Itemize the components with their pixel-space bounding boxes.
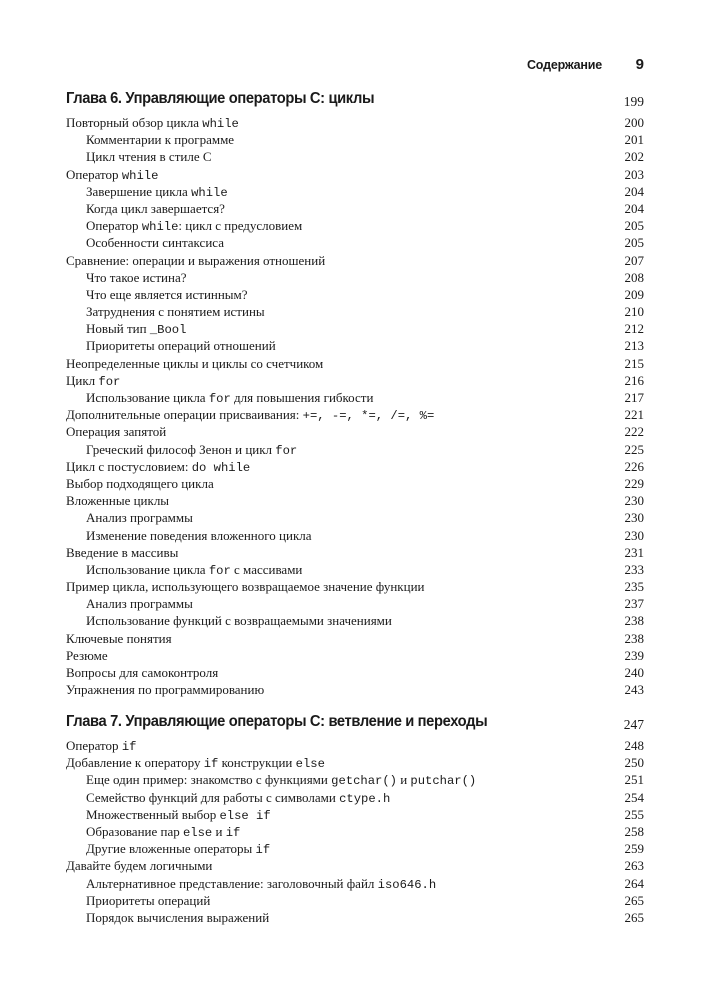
entry-label	[66, 841, 270, 856]
entry-label	[66, 545, 178, 560]
entry-text: Дополнительные операции присваивания:	[66, 407, 303, 423]
toc-entry	[66, 252, 644, 269]
toc-entry-list	[66, 114, 644, 698]
code-term: if	[203, 757, 219, 772]
entry-text: конструкции	[218, 755, 296, 771]
entry-label	[66, 772, 476, 787]
entry-text: Неопределенные циклы и циклы со счетчиком	[66, 355, 324, 371]
entry-label	[66, 459, 250, 474]
entry-page-number: 251	[624, 772, 644, 788]
entry-text: и	[212, 823, 226, 839]
entry-page-number: 264	[624, 875, 644, 891]
entry-page-number: 229	[624, 475, 644, 491]
toc-subentry	[66, 148, 644, 165]
toc-subentry	[66, 183, 644, 200]
code-term: ctype.h	[339, 791, 391, 806]
entry-page-number: 205	[624, 218, 644, 234]
toc-entry	[66, 406, 644, 423]
entry-text: Пример цикла, использующего возвращаемое значение функции	[66, 579, 425, 595]
entry-page-number: 248	[624, 738, 644, 753]
entry-label	[66, 682, 264, 697]
toc-subentry	[66, 771, 644, 788]
entry-text: Выбор подходящего цикла	[66, 475, 214, 491]
code-term: for	[208, 392, 231, 406]
entry-page-number: 201	[624, 132, 644, 148]
entry-text: Приоритеты операций	[86, 892, 211, 908]
entry-page-number: 239	[624, 647, 644, 663]
entry-page-number: 204	[624, 200, 644, 216]
chapter-heading	[66, 713, 644, 734]
entry-text: Резюме	[66, 647, 108, 663]
toc-entry	[66, 475, 644, 492]
toc-entry	[66, 664, 644, 681]
chapter-section	[66, 90, 644, 698]
entry-label	[66, 321, 186, 336]
code-term: getchar()	[331, 774, 397, 789]
code-term: if	[225, 825, 241, 840]
code-term: putchar()	[410, 774, 477, 789]
code-term: while	[202, 117, 239, 131]
toc-subentry	[66, 234, 644, 251]
toc-entry	[66, 166, 644, 183]
toc-subentry	[66, 286, 644, 303]
entry-label	[66, 253, 325, 268]
entry-text: Цикл с постусловием:	[66, 458, 192, 474]
code-term: iso646.h	[377, 877, 437, 892]
code-term: +=, -=, *=, /=, %=	[302, 409, 435, 424]
toc-entry	[66, 754, 644, 771]
entry-page-number: 213	[624, 338, 644, 354]
toc-subentry	[66, 875, 644, 892]
entry-label	[66, 201, 225, 216]
entry-text: Семейство функций для работы с символами	[86, 789, 340, 805]
toc-subentry	[66, 389, 644, 406]
toc-entry	[66, 647, 644, 664]
toc-subentry	[66, 823, 644, 840]
entry-label	[66, 528, 312, 543]
entry-text: Завершение цикла	[86, 183, 192, 199]
entry-page-number: 240	[624, 665, 644, 680]
entry-page-number: 238	[624, 630, 644, 646]
toc-entry	[66, 544, 644, 561]
code-term: for	[98, 374, 121, 389]
entry-label	[66, 876, 436, 891]
code-term: else	[182, 825, 213, 840]
entry-text: Вложенные циклы	[66, 493, 170, 509]
entry-page-number: 205	[624, 235, 644, 251]
entry-page-number: 216	[624, 372, 644, 388]
entry-page-number: 210	[624, 304, 644, 320]
toc-subentry	[66, 612, 644, 629]
toc-entry	[66, 492, 644, 509]
code-term: for	[275, 443, 298, 458]
toc-entry	[66, 737, 644, 754]
toc-entry	[66, 458, 644, 475]
entry-text: Комментарии к программе	[86, 132, 235, 148]
entry-page-number: 237	[624, 596, 644, 612]
toc-subentry	[66, 595, 644, 612]
entry-page-number: 230	[624, 493, 644, 509]
entry-page-number: 238	[624, 613, 644, 629]
entry-label	[66, 493, 169, 508]
code-term: else	[295, 757, 325, 772]
entry-page-number: 226	[624, 458, 644, 474]
entry-label	[66, 579, 425, 594]
code-term: else if	[219, 808, 271, 823]
entry-page-number: 208	[624, 269, 644, 285]
entry-page-number: 254	[624, 789, 644, 805]
toc-subentry	[66, 441, 644, 458]
toc-subentry	[66, 909, 644, 926]
entry-text: Оператор	[86, 218, 142, 234]
entry-label	[66, 790, 390, 805]
entry-text: Операция запятой	[66, 424, 167, 440]
entry-page-number: 221	[624, 407, 644, 423]
entry-text: с массивами	[230, 561, 303, 577]
code-term: if	[255, 843, 271, 858]
entry-label	[66, 184, 228, 199]
entry-label	[66, 442, 297, 457]
entry-page-number: 230	[624, 510, 644, 526]
chapter-heading	[66, 90, 644, 111]
toc-subentry	[66, 320, 644, 337]
entry-text: Цикл чтения в стиле C	[86, 149, 212, 165]
toc-subentry	[66, 892, 644, 909]
entry-text: Множественный выбор	[86, 806, 220, 822]
entry-page-number: 243	[624, 682, 644, 698]
entry-label	[66, 910, 269, 925]
entry-text: Новый тип	[86, 321, 150, 337]
toc-subentry	[66, 806, 644, 823]
entry-page-number: 231	[624, 544, 644, 560]
entry-label	[66, 755, 325, 770]
code-term: do while	[191, 460, 251, 475]
toc-subentry	[66, 527, 644, 544]
toc-entry	[66, 372, 644, 389]
entry-text: Когда цикл завершается?	[86, 200, 225, 216]
entry-label	[66, 476, 214, 491]
toc-subentry	[66, 269, 644, 286]
entry-text: Другие вложенные операторы	[86, 841, 256, 857]
toc-entry	[66, 114, 644, 131]
entry-text: для повышения гибкости	[230, 390, 374, 405]
entry-text: Изменение поведения вложенного цикла	[86, 527, 312, 543]
code-term: while	[121, 168, 159, 183]
toc-subentry	[66, 509, 644, 526]
entry-text: : цикл с предусловием	[178, 218, 303, 234]
toc-subentry	[66, 217, 644, 234]
chapter-page-number: 199	[623, 94, 644, 109]
toc-subentry	[66, 131, 644, 148]
entry-page-number: 215	[624, 355, 644, 371]
entry-page-number: 259	[624, 841, 644, 857]
chapter-title: Глава 6. Управляющие операторы C: циклы	[66, 90, 375, 107]
entry-page-number: 212	[624, 321, 644, 337]
entry-label	[66, 807, 271, 822]
running-head	[66, 56, 644, 76]
entry-page-number: 222	[624, 424, 644, 440]
entry-text: Что еще является истинным?	[86, 286, 248, 302]
entry-text: и	[396, 772, 411, 788]
entry-page-number: 207	[624, 252, 644, 268]
entry-label	[66, 824, 240, 839]
entry-text: Анализ программы	[86, 510, 193, 526]
entry-page-number: 233	[624, 561, 644, 577]
entry-label	[66, 648, 108, 663]
entry-page-number: 204	[624, 183, 644, 199]
entry-page-number: 255	[624, 806, 644, 822]
entry-page-number: 263	[624, 858, 644, 874]
entry-text: Вопросы для самоконтроля	[66, 665, 219, 680]
toc-subentry	[66, 789, 644, 806]
entry-label	[66, 407, 434, 422]
entry-page-number: 200	[624, 115, 644, 130]
entry-text: Введение в массивы	[66, 544, 179, 560]
code-term: if	[121, 740, 137, 754]
entry-text: Еще один пример: знакомство с функциями	[86, 772, 332, 788]
entry-label	[66, 115, 239, 130]
entry-page-number: 209	[624, 286, 644, 302]
entry-label	[66, 356, 323, 371]
entry-text: Что такое истина?	[86, 269, 187, 285]
entry-label	[66, 373, 120, 388]
toc-subentry	[66, 840, 644, 857]
entry-label	[66, 738, 136, 753]
entry-text: Порядок вычисления выражений	[86, 909, 270, 925]
entry-label	[66, 304, 265, 319]
entry-page-number: 265	[624, 892, 644, 908]
entry-text: Анализ программы	[86, 596, 193, 612]
entry-text: Оператор	[66, 166, 122, 182]
running-head-title: Содержание	[526, 58, 602, 72]
entry-text: Использование цикла	[86, 390, 209, 405]
entry-label	[66, 149, 212, 164]
entry-text: Приоритеты операций отношений	[86, 338, 276, 354]
entry-page-number: 250	[624, 755, 644, 771]
entry-label	[66, 390, 373, 405]
code-term: for	[208, 563, 231, 578]
chapter-title: Глава 7. Управляющие операторы C: ветвление и переходы	[66, 713, 488, 730]
entry-label	[66, 893, 210, 908]
entry-page-number: 235	[624, 579, 644, 595]
entry-label	[66, 424, 166, 439]
entry-label	[66, 665, 218, 680]
entry-page-number: 258	[624, 823, 644, 839]
entry-text: Упражнения по программированию	[66, 682, 265, 698]
entry-text: Сравнение: операции и выражения отношений	[66, 252, 326, 268]
entry-text: Оператор	[66, 738, 122, 753]
entry-label	[66, 235, 224, 250]
entry-page-number: 203	[624, 166, 644, 182]
code-term: while	[191, 185, 228, 200]
entry-text: Ключевые понятия	[66, 630, 172, 646]
entry-label	[66, 858, 212, 873]
entry-label	[66, 562, 302, 577]
entry-page-number: 202	[624, 149, 644, 165]
toc-subentry	[66, 200, 644, 217]
entry-text: Добавление к оператору	[66, 755, 204, 771]
entry-text: Повторный обзор цикла	[66, 115, 203, 130]
entry-text: Греческий философ Зенон и цикл	[86, 441, 276, 457]
entry-label	[66, 596, 193, 611]
toc-entry-list	[66, 737, 644, 926]
entry-label	[66, 510, 193, 525]
entry-text: Давайте будем логичными	[66, 858, 213, 874]
chapter-page-number: 247	[623, 717, 644, 732]
chapter-section	[66, 713, 644, 926]
code-term: while	[141, 220, 179, 235]
entry-page-number: 225	[624, 441, 644, 457]
entry-label	[66, 270, 187, 285]
toc-subentry	[66, 303, 644, 320]
entry-text: Образование пар	[86, 823, 183, 839]
entry-text: Использование цикла	[86, 561, 209, 577]
toc-entry	[66, 423, 644, 440]
entry-label	[66, 613, 392, 628]
entry-page-number: 265	[624, 909, 644, 925]
entry-label	[66, 631, 172, 646]
entry-text: Альтернативное представление: заголовочный файл	[86, 875, 378, 891]
toc-entry	[66, 355, 644, 372]
toc-entry	[66, 857, 644, 874]
entry-text: Особенности синтаксиса	[86, 235, 224, 251]
toc-subentry	[66, 337, 644, 354]
toc-entry	[66, 681, 644, 698]
entry-label	[66, 167, 158, 182]
toc-entry	[66, 630, 644, 647]
toc-entry	[66, 578, 644, 595]
entry-label	[66, 338, 276, 353]
code-term: _Bool	[149, 323, 187, 338]
entry-page-number: 217	[624, 390, 644, 405]
toc-subentry	[66, 561, 644, 578]
entry-page-number: 230	[624, 527, 644, 543]
entry-label	[66, 218, 302, 233]
page-number: 9	[635, 56, 644, 73]
entry-text: Затруднения с понятием истины	[86, 304, 265, 320]
entry-text: Использование функций с возвращаемыми значениями	[86, 613, 392, 629]
entry-text: Цикл	[66, 372, 99, 388]
entry-label	[66, 132, 234, 147]
entry-label	[66, 287, 248, 302]
